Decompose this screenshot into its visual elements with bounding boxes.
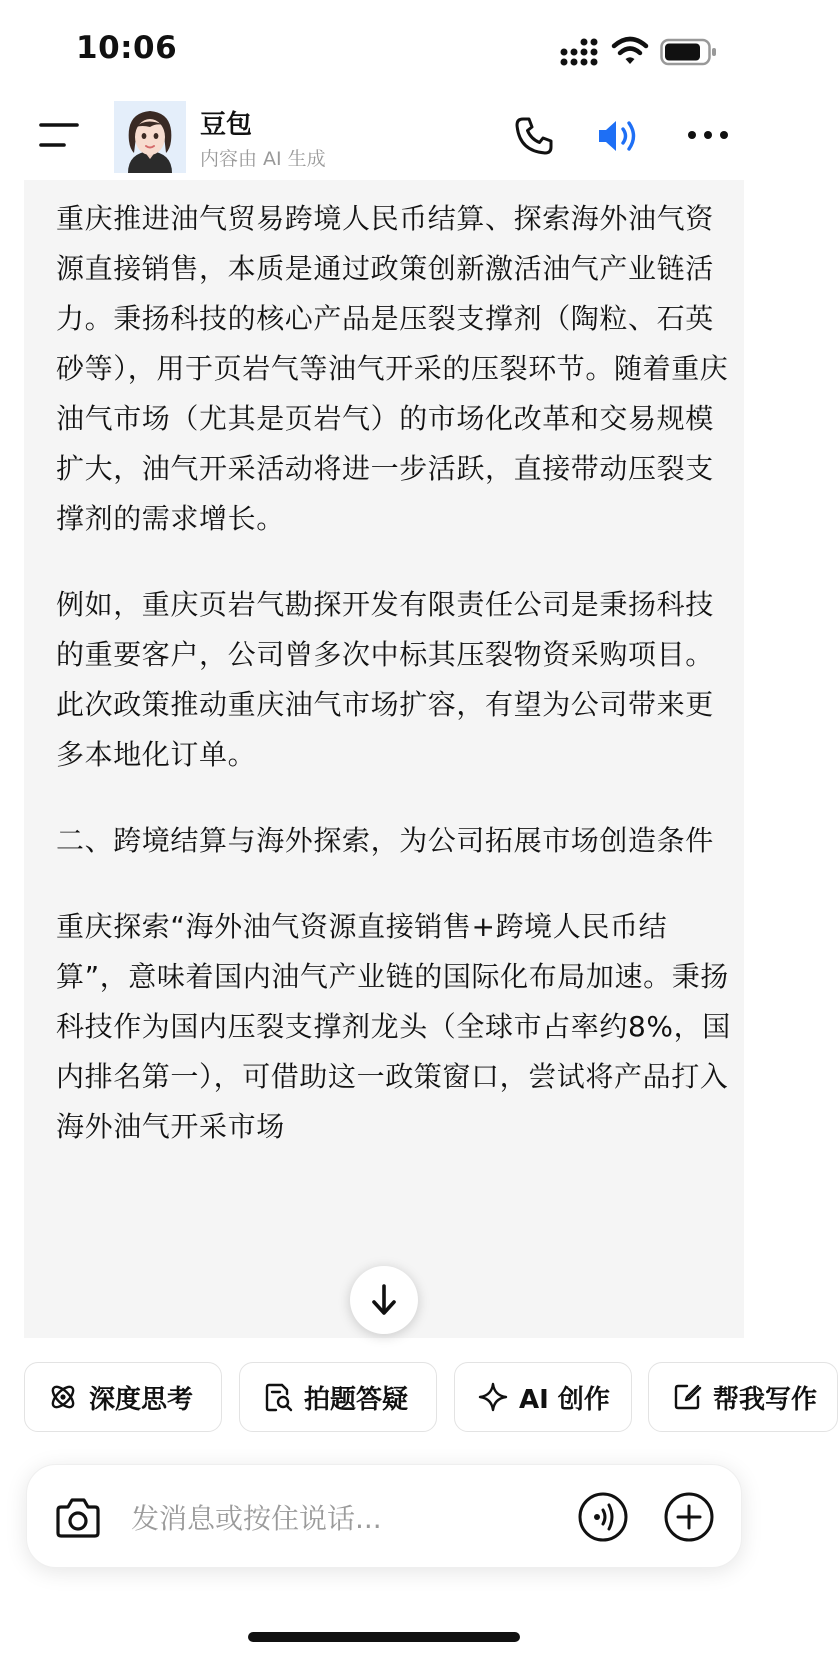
chip-label: AI 创作 — [519, 1384, 610, 1415]
composer — [26, 1464, 742, 1568]
message-content — [56, 160, 736, 1188]
message-input[interactable] — [129, 1491, 573, 1545]
chip-photo-answer[interactable] — [239, 1362, 437, 1432]
avatar[interactable] — [114, 101, 186, 173]
chip-help-write[interactable] — [648, 1362, 838, 1432]
edit-icon — [671, 1381, 703, 1413]
camera-icon[interactable] — [55, 1495, 101, 1539]
menu-icon[interactable] — [38, 120, 80, 150]
chat-header — [0, 98, 768, 180]
wifi-icon — [612, 36, 648, 66]
quick-actions — [0, 1362, 818, 1436]
ai-message-card — [24, 150, 744, 1338]
ai-generated-note: 内容由 AI 生成 — [200, 148, 326, 170]
atom-icon — [47, 1381, 79, 1413]
bot-name[interactable]: 豆包 — [200, 110, 253, 140]
paragraph-2: 例如，重庆页岩气勘探开发有限责任公司是秉扬科技的重要客户，公司曾多次中标其压裂物资采购项目。此次政策推动重庆油气市场扩容，有望为公司带来更多本地化订单。 — [56, 588, 714, 771]
scroll-down-button[interactable] — [350, 1266, 418, 1334]
chip-ai-create[interactable] — [454, 1362, 632, 1432]
home-indicator — [248, 1632, 520, 1642]
chip-label: 拍题答疑 — [304, 1384, 409, 1415]
battery-icon — [660, 38, 718, 66]
avatar-girl-icon — [114, 101, 186, 173]
status-bar — [0, 0, 768, 98]
signal-icon — [560, 38, 600, 66]
sparkle-icon — [477, 1381, 509, 1413]
more-icon[interactable] — [686, 128, 730, 142]
chip-label: 深度思考 — [89, 1384, 194, 1415]
photo-search-icon — [262, 1381, 294, 1413]
voice-icon[interactable] — [577, 1491, 629, 1543]
arrow-down-icon — [369, 1283, 399, 1317]
chip-deep-thinking[interactable] — [24, 1362, 222, 1432]
chip-label: 帮我写作 — [713, 1384, 818, 1415]
phone-icon[interactable] — [514, 116, 554, 156]
status-time: 10:06 — [76, 30, 178, 66]
paragraph-3: 重庆探索“海外油气资源直接销售+跨境人民币结算”，意味着国内油气产业链的国际化布局加速。秉扬科技作为国内压裂支撑剂龙头（全球市占率约8%，国内排名第一），可借助这一政策窗口，尝试将产品打入海外油气开采市场 — [56, 910, 731, 1143]
plus-icon[interactable] — [663, 1491, 715, 1543]
section-heading: 二、跨境结算与海外探索，为公司拓展市场创造条件 — [56, 824, 714, 857]
paragraph-1: 重庆推进油气贸易跨境人民币结算、探索海外油气资源直接销售，本质是通过政策创新激活油气产业链活力。秉扬科技的核心产品是压裂支撑剂（陶粒、石英砂等），用于页岩气等油气开采的压裂环节。随着重庆油气市场（尤其是页岩气）的市场化改革和交易规模扩大，油气开采活动将进一步活跃，直接带动压裂支撑剂的需求增长。 — [56, 202, 729, 535]
speaker-icon[interactable] — [596, 116, 642, 156]
